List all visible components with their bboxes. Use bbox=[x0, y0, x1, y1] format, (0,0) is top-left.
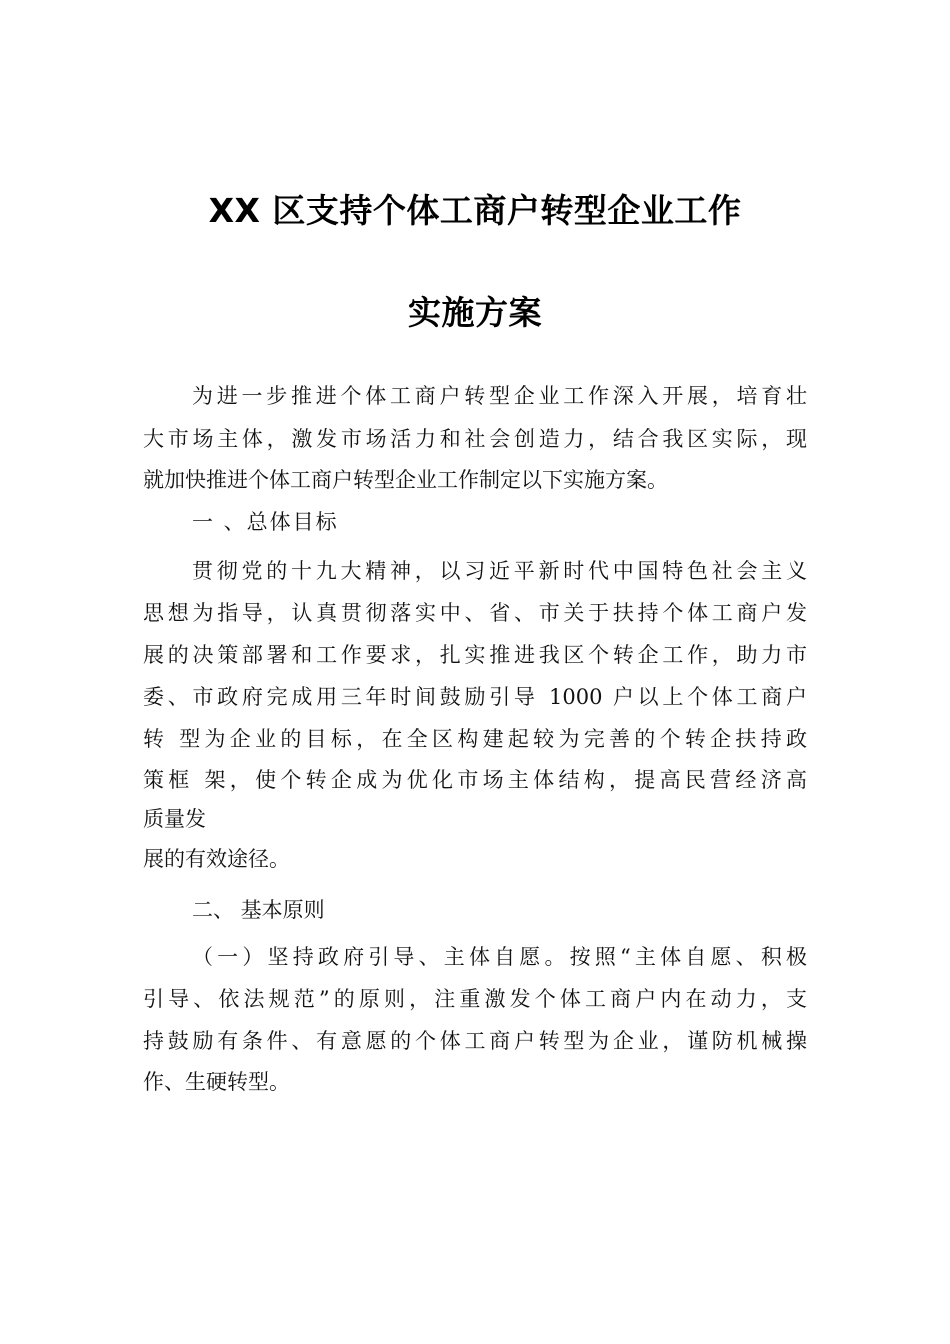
section2-line: 作、生硬转型。 bbox=[143, 1070, 290, 1094]
section1-line: 委、市政府完成用三年时间鼓励引导 1000 户以上个体工商户 bbox=[143, 685, 807, 709]
section1-line: 转 型为企业的目标，在全区构建起较为完善的个转企扶持政 bbox=[143, 727, 807, 751]
section1-line: 展的决策部署和工作要求，扎实推进我区个转企工作，助力市 bbox=[143, 643, 807, 667]
section-heading-overall-goals: 一 、总体目标 bbox=[192, 510, 339, 534]
section2-line: 引导、依法规范”的原则，注重激发个体工商户内在动力，支 bbox=[143, 987, 807, 1011]
document-title-line-1: XX 区支持个体工商户转型企业工作 bbox=[208, 191, 742, 230]
section1-line: 思想为指导，认真贯彻落实中、省、市关于扶持个体工商户发 bbox=[143, 601, 807, 625]
section2-line: 持鼓励有条件、有意愿的个体工商户转型为企业，谨防机械操 bbox=[143, 1029, 807, 1053]
intro-line: 就加快推进个体工商户转型企业工作制定以下实施方案。 bbox=[143, 468, 668, 492]
section1-line: 展的有效途径。 bbox=[143, 847, 290, 871]
section-heading-basic-principles: 二、 基本原则 bbox=[192, 898, 325, 922]
section1-line: 贯彻党的十九大精神，以习近平新时代中国特色社会主义 bbox=[192, 559, 807, 583]
intro-line: 为进一步推进个体工商户转型企业工作深入开展，培育壮 bbox=[192, 384, 807, 408]
section2-line: （一）坚持政府引导、主体自愿。按照“主体自愿、积极 bbox=[192, 945, 807, 969]
section1-line: 质量发 bbox=[143, 807, 206, 831]
section1-line: 策框 架，使个转企成为优化市场主体结构，提高民营经济高 bbox=[143, 768, 807, 792]
document-title-line-2: 实施方案 bbox=[408, 293, 542, 332]
intro-line: 大市场主体，激发市场活力和社会创造力，结合我区实际，现 bbox=[143, 427, 807, 451]
